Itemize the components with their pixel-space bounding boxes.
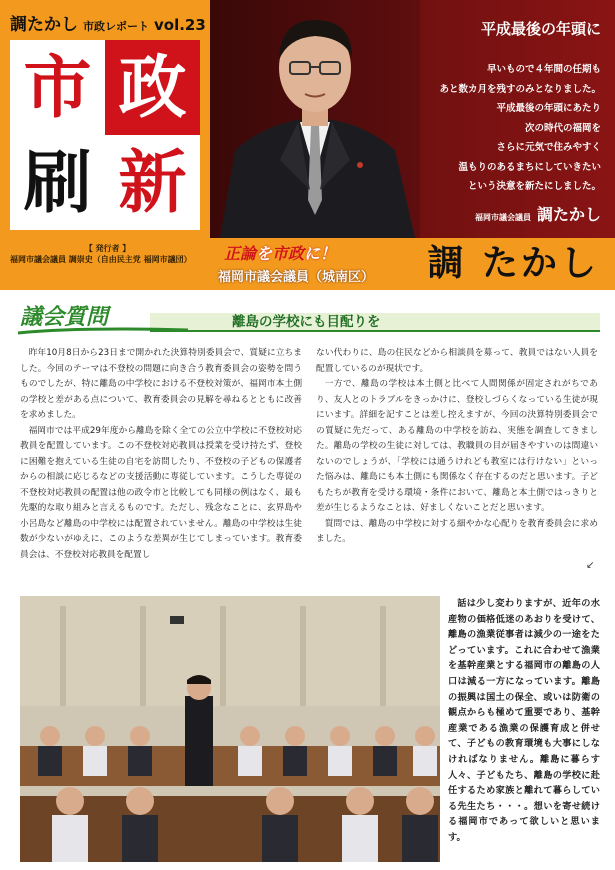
title-grid (10, 40, 200, 230)
section-subtitle: 離島の学校にも目配りを (232, 314, 381, 330)
slogan-part: 正論 (224, 244, 257, 263)
slogan (224, 241, 336, 264)
masthead-name: 調たかし (10, 15, 78, 35)
continue-arrow-icon: ↙ (586, 560, 595, 571)
article-column-2 (316, 346, 598, 548)
title-char: 刷 (10, 135, 105, 230)
greeting-line: という決意を新たにしました。 (467, 181, 601, 192)
greeting-line: 温もりのあるまちにしていきたい (458, 161, 601, 173)
greeting-signature (475, 202, 601, 225)
paragraph: 話は少し変わりますが、近年の水産物の価格低迷のあおりを受けて、離島の漁業従事者は減少の一途をたどっています。これに合わせて漁業を基幹産業とする福岡市の離島の人口は減る一方になっています。離島の振興は国土の保全、或いは防衛の観点からも極めて重要であり、基幹産業である漁業の保護育成と併せて、子どもの教育環境も大事にしなければなりません。離島に暮らす人々、子どもたち、離島の学校に赴任するため家族と離れて暮らしている先生たち・・・。想いを寄せ続ける福岡市であって欲しいと思います。 (448, 598, 600, 843)
signature-label: 福岡市議会議員 (474, 213, 531, 222)
masthead (10, 10, 206, 34)
greeting-panel (210, 0, 615, 238)
publisher-line: 福岡市議会議員 調崇史（自由民主党 福岡市議団） (10, 254, 192, 264)
greeting-line: 次の時代の福岡を (524, 122, 601, 134)
greeting-text (439, 60, 601, 197)
slogan-part: 市政 (272, 244, 305, 263)
greeting-title: 平成最後の年頭に (480, 20, 601, 38)
article-column-3 (448, 596, 600, 846)
greeting-line: 平成最後の年頭にあたり (496, 103, 601, 114)
publisher-info (10, 244, 205, 266)
title-char: 市 (10, 40, 105, 135)
greeting-line: さらに元気で住みやすく (496, 142, 601, 153)
paragraph: 昨年10月8日から23日まで開かれた決算特別委員会で、質疑に立ちました。今回のテーマは不登校の問題に向き合う教育委員会の姿勢を問うものでしたが、特に離島の中学校における不登校対策が、福岡市本土側の学校と差がある点について、教育委員会の見解を尋ねるとともに改善を求めました。 (20, 348, 302, 420)
greeting-line: 早いもので４年間の任期も (486, 64, 601, 75)
portrait-photo (210, 0, 420, 238)
section-heading (0, 296, 615, 336)
paragraph: 一方で、離島の学校は本土側と比べて人間関係が固定されがちであり、友人とのトラブルをきっかけに、登校しづらくなっている生徒が現にいます。詳細を記すことは差し控えますが、今回の決算特別委員会での質疑に先だって、ある離島の中学校を訪ね、実態を調査してきました。離島の学校の生徒に対しては、教職員の目が届きやすいのは間違いないのでしょうが、「学校には通うけれども教室には行けない」といった悩みは、離島にも本土側にも関係なく存在するのだと思います。子どもたちが教育を受ける環境・条件において、離島と本土側ではっきりと差が生じるようなことは、好ましくないことだと思います。 (316, 379, 598, 513)
slogan-part: に！ (304, 244, 337, 263)
paragraph: ない代わりに、島の住民などから相談員を募って、教員ではない人員を配置しているのが現状です。 (316, 348, 598, 374)
publisher-heading: 【 発行者 】 (84, 244, 131, 253)
title-char: 政 (105, 40, 200, 135)
masthead-volume: vol.23 (154, 16, 206, 34)
band-subtitle: 福岡市議会議員（城南区） (218, 270, 375, 285)
section-rule (150, 330, 600, 332)
article-column-1 (20, 346, 302, 563)
greeting-line: あと数カ月を残すのみとなりました。 (439, 83, 601, 95)
swoosh-decoration (18, 326, 188, 336)
section-title: 議会質問 (20, 304, 109, 330)
signature-name: 調たかし (536, 205, 601, 224)
title-char: 新 (105, 135, 200, 230)
paragraph: 福岡市では平成29年度から離島を除く全ての公立中学校に不登校対応教員を配置しています。この不登校対応教員は授業を受け持たず、登校に困難を抱えている生徒の自宅を訪問したり、不登校の子どもの保護者からの相談に応じるなどの支援活動に専従しています。こうした専従の不登校対応教員の配置は他の政令市と比較しても同様の例はなく、最も先駆的な取り組みと言えるものです。ただし、残念なことに、玄界島や小呂島など離島の中学校には配置されていません。離島の中学校は生徒数が少ないがゆえに、このような差異が生じてしまっています。教育委員会は、不登校対応教員を配置し (20, 425, 302, 560)
paragraph: 質問では、離島の中学校に対する細やかな心配りを教育委員会に求めました。 (316, 518, 598, 544)
masthead-subtitle: 市政レポート (83, 20, 149, 33)
masthead-panel (0, 0, 210, 290)
name-band (210, 238, 615, 290)
band-name: 調 たかし (427, 242, 599, 284)
assembly-photo (20, 596, 440, 862)
slogan-part: を (256, 244, 273, 263)
